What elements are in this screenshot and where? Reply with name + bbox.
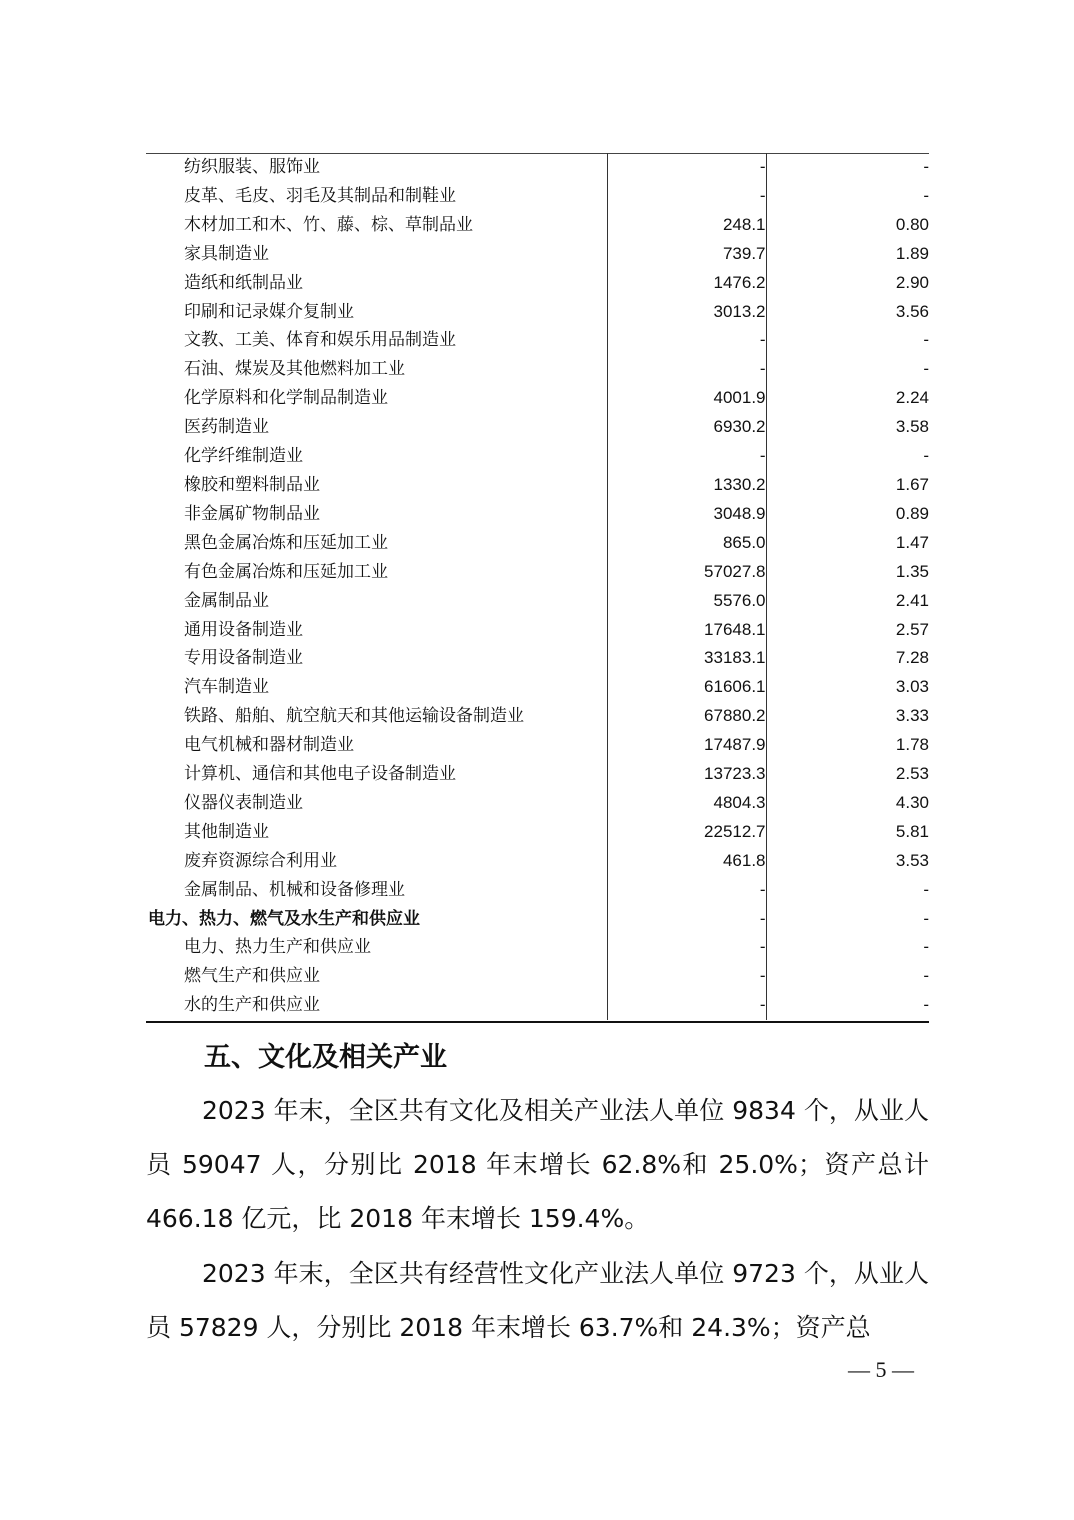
value-cell-primary: - [607, 933, 766, 962]
table-category-row [146, 905, 929, 934]
value-cell-primary: - [607, 153, 766, 182]
industry-name-cell: 石油、煤炭及其他燃料加工业 [184, 359, 405, 380]
industry-name-cell: 化学原料和化学制品制造业 [184, 388, 388, 409]
value-cell-secondary: 3.53 [895, 850, 929, 870]
industry-name-cell: 文教、工美、体育和娱乐用品制造业 [184, 330, 456, 351]
value-cell-secondary: - [923, 359, 929, 379]
value-cell-primary: 461.8 [607, 847, 766, 876]
value-cell-primary: - [607, 442, 766, 471]
table-row [146, 298, 929, 327]
value-cell-primary: 1476.2 [607, 269, 766, 298]
value-cell-primary: 4001.9 [607, 384, 766, 413]
table-row [146, 962, 929, 991]
value-cell-primary: 739.7 [607, 240, 766, 269]
industry-name-cell: 金属制品业 [184, 590, 269, 611]
industry-name-cell: 家具制造业 [184, 243, 269, 264]
value-cell-secondary: - [923, 995, 929, 1015]
industry-name-cell: 汽车制造业 [184, 677, 269, 698]
value-cell-primary: - [607, 905, 766, 934]
value-cell-secondary: 2.41 [895, 590, 929, 610]
value-cell-primary: 22512.7 [607, 818, 766, 847]
value-cell-primary: 13723.3 [607, 760, 766, 789]
table-row [146, 269, 929, 298]
section-heading: 五、文化及相关产业 [204, 1042, 447, 1073]
value-cell-secondary: 0.80 [895, 214, 929, 234]
industry-name-cell: 金属制品、机械和设备修理业 [184, 879, 405, 900]
value-cell-secondary: 3.33 [895, 706, 929, 726]
industry-name-cell: 燃气生产和供应业 [184, 966, 320, 987]
table-row [146, 500, 929, 529]
value-cell-secondary: 2.57 [895, 619, 929, 639]
value-cell-secondary: 3.03 [895, 677, 929, 697]
value-cell-secondary: 3.58 [895, 417, 929, 437]
table-body [146, 153, 929, 1020]
table-row [146, 731, 929, 760]
value-cell-secondary: - [923, 879, 929, 899]
table-row [146, 413, 929, 442]
industry-name-cell: 其他制造业 [184, 821, 269, 842]
value-cell-secondary: - [923, 908, 929, 928]
value-cell-secondary: 1.89 [895, 243, 929, 263]
value-cell-primary: - [607, 876, 766, 905]
table-row [146, 558, 929, 587]
industry-name-cell: 专用设备制造业 [184, 648, 303, 669]
industry-name-cell: 水的生产和供应业 [184, 995, 320, 1016]
table-row [146, 153, 929, 182]
value-cell-secondary: - [923, 330, 929, 350]
table-row [146, 240, 929, 269]
table-row [146, 587, 929, 616]
value-cell-primary: 61606.1 [607, 673, 766, 702]
table-row [146, 789, 929, 818]
table-row [146, 529, 929, 558]
value-cell-secondary: - [923, 157, 929, 176]
table-row [146, 442, 929, 471]
value-cell-primary: 6930.2 [607, 413, 766, 442]
industry-name-cell: 黑色金属冶炼和压延加工业 [184, 532, 388, 553]
value-cell-primary: 17648.1 [607, 616, 766, 645]
value-cell-secondary: 1.47 [895, 532, 929, 552]
industry-name-cell: 木材加工和木、竹、藤、棕、草制品业 [184, 214, 473, 235]
table-row [146, 933, 929, 962]
table-row [146, 876, 929, 905]
table-row [146, 702, 929, 731]
industry-statistics-table-wrapper [146, 153, 929, 1020]
value-cell-secondary: 2.90 [895, 272, 929, 292]
table-row [146, 644, 929, 673]
value-cell-primary: 3013.2 [607, 298, 766, 327]
value-cell-primary: - [607, 962, 766, 991]
value-cell-secondary: 1.78 [895, 735, 929, 755]
table-row [146, 818, 929, 847]
industry-name-cell: 计算机、通信和其他电子设备制造业 [184, 764, 456, 785]
table-row [146, 673, 929, 702]
value-cell-secondary: 1.67 [895, 474, 929, 494]
industry-name-cell: 造纸和纸制品业 [184, 272, 303, 293]
page-number: — 5 — [848, 1357, 914, 1382]
value-cell-secondary: 3.56 [895, 301, 929, 321]
value-cell-primary: - [607, 326, 766, 355]
value-cell-secondary: 2.53 [895, 764, 929, 784]
table-row [146, 355, 929, 384]
value-cell-secondary: - [923, 446, 929, 466]
table-bottom-rule [146, 1021, 929, 1023]
value-cell-primary: 3048.9 [607, 500, 766, 529]
value-cell-primary: - [607, 182, 766, 211]
value-cell-primary: 1330.2 [607, 471, 766, 500]
value-cell-secondary: - [923, 937, 929, 957]
industry-name-cell: 铁路、船舶、航空航天和其他运输设备制造业 [184, 706, 524, 727]
industry-name-cell: 皮革、毛皮、羽毛及其制品和制鞋业 [184, 185, 456, 206]
table-row [146, 760, 929, 789]
value-cell-secondary: - [923, 185, 929, 205]
industry-name-cell: 电气机械和器材制造业 [184, 735, 354, 756]
industry-name-cell: 通用设备制造业 [184, 619, 303, 640]
value-cell-secondary: 5.81 [895, 821, 929, 841]
industry-name-cell: 废弃资源综合利用业 [184, 850, 337, 871]
value-cell-primary: - [607, 355, 766, 384]
industry-name-cell: 有色金属冶炼和压延加工业 [184, 561, 388, 582]
value-cell-secondary: 0.89 [895, 503, 929, 523]
value-cell-secondary: 7.28 [895, 648, 929, 668]
industry-name-cell: 医药制造业 [184, 417, 269, 438]
value-cell-primary: 33183.1 [607, 644, 766, 673]
table-row [146, 211, 929, 240]
industry-name-cell: 印刷和记录媒介复制业 [184, 301, 354, 322]
value-cell-secondary: 2.24 [895, 388, 929, 408]
paragraph-culture-industry-units: 2023 年末，全区共有文化及相关产业法人单位 9834 个，从业人员 59047 人，分别比 2018 年末增长 62.8%和 25.0%；资产总计 466.18 亿元，比 2018 年末增长 159.4%。 [146, 1096, 929, 1233]
table-row [146, 471, 929, 500]
industry-statistics-table [146, 153, 929, 1020]
industry-name-cell: 非金属矿物制品业 [184, 503, 320, 524]
industry-name-cell: 仪器仪表制造业 [184, 792, 303, 813]
industry-name-cell: 电力、热力、燃气及水生产和供应业 [148, 908, 420, 929]
industry-name-cell: 化学纤维制造业 [184, 446, 303, 467]
value-cell-primary: 865.0 [607, 529, 766, 558]
paragraph-commercial-culture-units: 2023 年末，全区共有经营性文化产业法人单位 9723 个，从业人员 57829 人，分别比 2018 年末增长 63.7%和 24.3%；资产总 [146, 1259, 929, 1342]
table-row [146, 616, 929, 645]
value-cell-primary: 57027.8 [607, 558, 766, 587]
table-row [146, 326, 929, 355]
value-cell-primary: - [607, 991, 766, 1020]
table-row [146, 991, 929, 1020]
table-row [146, 182, 929, 211]
value-cell-primary: 5576.0 [607, 587, 766, 616]
value-cell-primary: 248.1 [607, 211, 766, 240]
table-row [146, 384, 929, 413]
industry-name-cell: 橡胶和塑料制品业 [184, 474, 320, 495]
table-row [146, 847, 929, 876]
value-cell-secondary: - [923, 966, 929, 986]
industry-name-cell: 电力、热力生产和供应业 [184, 937, 371, 958]
value-cell-primary: 4804.3 [607, 789, 766, 818]
value-cell-secondary: 1.35 [895, 561, 929, 581]
industry-name-cell: 纺织服装、服饰业 [184, 157, 320, 177]
value-cell-primary: 67880.2 [607, 702, 766, 731]
value-cell-secondary: 4.30 [895, 792, 929, 812]
value-cell-primary: 17487.9 [607, 731, 766, 760]
